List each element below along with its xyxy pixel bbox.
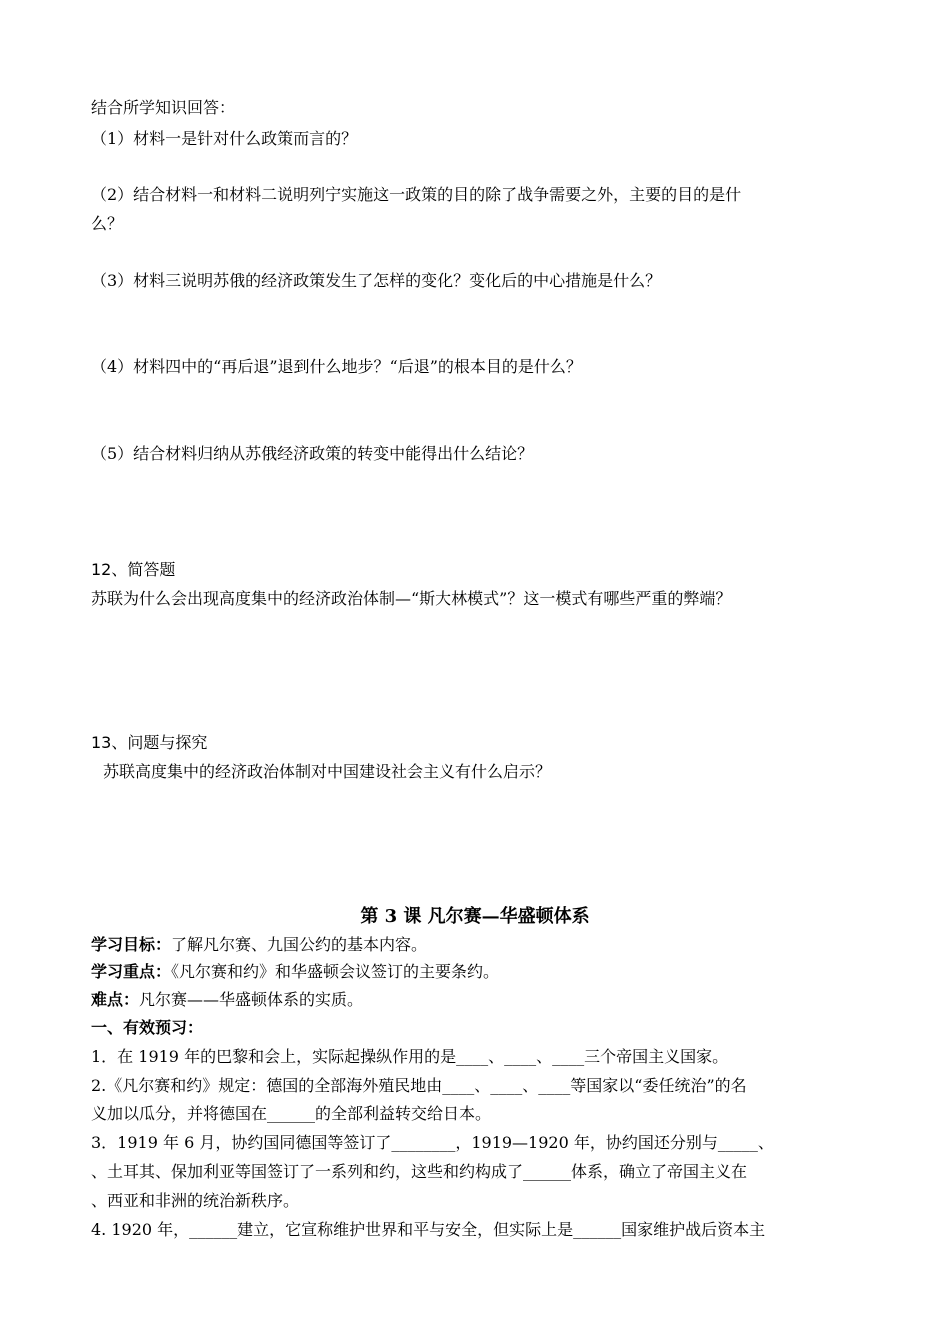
preview-item-3-line-2: 、土耳其、保加利亚等国签订了一系列和约，这些和约构成了______体系，确立了帝国主义在 <box>91 1162 748 1181</box>
lesson-title: 第 3 课 凡尔赛—华盛顿体系 <box>360 906 590 927</box>
preview-item-1: 1．在 1919 年的巴黎和会上，实际起操纵作用的是____、____、____三个帝国主义国家。 <box>91 1047 729 1066</box>
section-13-heading: 13、问题与探究 <box>91 733 208 752</box>
difficulty-text: 凡尔赛——华盛顿体系的实质。 <box>139 990 364 1009</box>
question-1: （1）材料一是针对什么政策而言的？ <box>91 129 358 148</box>
preview-item-2-line-2: 义加以瓜分，并将德国在______的全部利益转交给日本。 <box>91 1104 492 1123</box>
learning-goal-text: 了解凡尔赛、九国公约的基本内容。 <box>171 935 428 954</box>
preview-item-3-line-3: 、西亚和非洲的统治新秩序。 <box>91 1191 300 1210</box>
difficulty-label: 难点： <box>91 990 140 1009</box>
preview-heading: 一、有效预习： <box>91 1018 204 1037</box>
difficulty <box>91 990 363 1010</box>
preview-item-2-line-1: 2.《凡尔赛和约》规定：德国的全部海外殖民地由____、____、____等国家以“委任统治”的名 <box>91 1076 747 1095</box>
section-13-text: 苏联高度集中的经济政治体制对中国建设社会主义有什么启示？ <box>103 762 552 781</box>
section-12-text: 苏联为什么会出现高度集中的经济政治体制—“斯大林模式”？这一模式有哪些严重的弊端？ <box>91 589 732 608</box>
learning-focus-label: 学习重点： <box>91 962 172 981</box>
questions-intro: 结合所学知识回答： <box>91 98 236 117</box>
question-2-line-1: （2）结合材料一和材料二说明列宁实施这一政策的目的除了战争需要之外，主要的目的是什 <box>91 185 742 204</box>
learning-focus <box>91 962 499 982</box>
question-5: （5）结合材料归纳从苏俄经济政策的转变中能得出什么结论？ <box>91 444 534 463</box>
learning-goal <box>91 935 427 955</box>
learning-goal-label: 学习目标： <box>91 935 172 954</box>
learning-focus-text: 《凡尔赛和约》和华盛顿会议签订的主要条约。 <box>171 962 500 981</box>
preview-item-4: 4. 1920 年，______建立，它宣称维护世界和平与安全，但实际上是______国家维护战后资本主 <box>91 1220 766 1239</box>
preview-item-3-line-1: 3．1919 年 6 月，协约国同德国等签订了________，1919—1920 年，协约国还分别与_____、 <box>91 1133 774 1152</box>
question-4: （4）材料四中的“再后退”退到什么地步？“后退”的根本目的是什么？ <box>91 357 582 376</box>
question-3: （3）材料三说明苏俄的经济政策发生了怎样的变化？变化后的中心措施是什么？ <box>91 271 662 290</box>
section-12-heading: 12、简答题 <box>91 560 176 579</box>
question-2-line-2: 么？ <box>91 214 124 233</box>
